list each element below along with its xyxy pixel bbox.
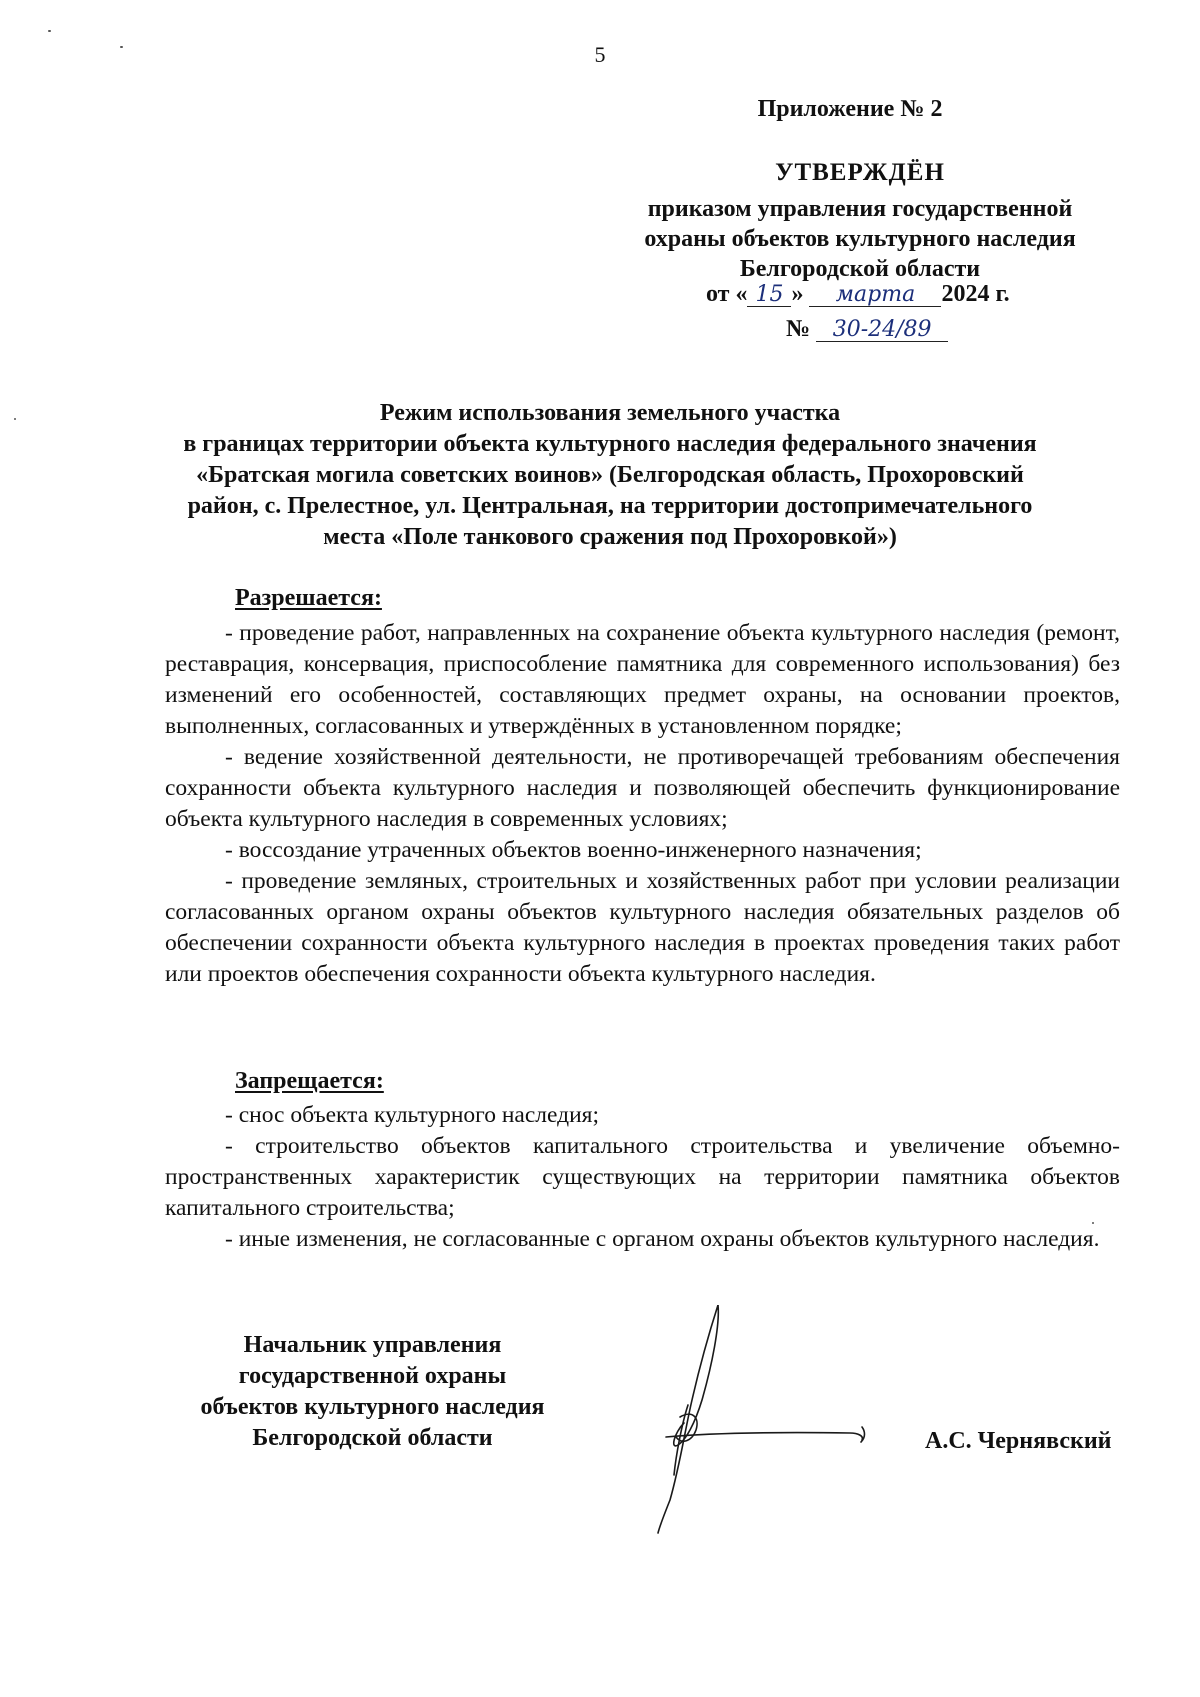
scan-speck (120, 46, 123, 48)
date-month-handwritten: марта (809, 284, 941, 307)
approval-block (610, 158, 1110, 284)
scan-speck (48, 30, 51, 32)
number-prefix: № (786, 316, 811, 342)
date-prefix: от « (706, 281, 748, 307)
signature-strokes (658, 1305, 865, 1533)
scan-speck (14, 418, 16, 420)
order-number-line (786, 316, 1086, 343)
approved-by-line-2: охраны объектов культурного наследия (644, 226, 1076, 252)
order-date-line (706, 281, 1086, 308)
forbidden-list (165, 1100, 1120, 1255)
title-line: Режим использования земельного участка (379, 400, 841, 426)
allowed-item: - проведение работ, направленных на сохранение объекта культурного наследия (ремонт, реставрация, консервация, приспособление памятника для современного использования) без изменений его особенностей, составляющих предмет охраны, на основании проектов, выполненных, согласованных и утверждённых в установленном порядке; (165, 620, 1120, 739)
approved-by-line-1: приказом управления государственной (647, 196, 1073, 222)
title-line: в границах территории объекта культурного наследия федерального значения (183, 431, 1037, 457)
allowed-list (165, 618, 1120, 990)
allowed-item: - воссоздание утраченных объектов военно-инженерного назначения; (225, 837, 922, 863)
date-mid: » (791, 281, 804, 307)
handwritten-signature (640, 1305, 900, 1535)
signatory-line: государственной охраны (238, 1363, 507, 1389)
signatory-line: Белгородской области (252, 1425, 493, 1451)
forbidden-heading: Запрещается: (235, 1068, 384, 1094)
forbidden-item: - иные изменения, не согласованные с органом охраны объектов культурного наследия. (225, 1226, 1100, 1252)
signatory-position (150, 1330, 595, 1454)
forbidden-item: - снос объекта культурного наследия; (225, 1102, 599, 1128)
approved-title: УТВЕРЖДЁН (775, 159, 945, 186)
order-number-handwritten: 30-24/89 (816, 319, 948, 342)
date-day-handwritten: 15 (747, 284, 791, 307)
date-year: 2024 г. (941, 281, 1010, 307)
signer-name: А.С. Чернявский (925, 1428, 1112, 1454)
scan-speck (1092, 1222, 1094, 1224)
page-number: 5 (594, 42, 606, 67)
document-title (150, 398, 1070, 553)
title-line: места «Поле танкового сражения под Прохоровкой») (323, 524, 897, 550)
signatory-line: объектов культурного наследия (200, 1394, 545, 1420)
allowed-item: - ведение хозяйственной деятельности, не противоречащей требованиям обеспечения сохранности объекта культурного наследия и позволяющей обеспечить функционирование объекта культурного наследия в современных условиях; (165, 744, 1120, 832)
approved-by-line-3: Белгородской области (739, 256, 981, 282)
signatory-line: Начальник управления (243, 1332, 502, 1358)
appendix-label: Приложение № 2 (757, 96, 943, 122)
forbidden-item: - строительство объектов капитального строительства и увеличение объемно-пространственных характеристик существующих на территории памятника объектов капитального строительства; (165, 1133, 1120, 1221)
allowed-heading: Разрешается: (235, 585, 382, 611)
allowed-item: - проведение земляных, строительных и хозяйственных работ при условии реализации согласованных органом охраны объектов культурного наследия обязательных разделов об обеспечении сохранности объекта культурного наследия в проектах проведения таких работ или проектов обеспечения сохранности объекта культурного наследия. (165, 868, 1120, 987)
title-line: «Братская могила советских воинов» (Белгородская область, Прохоровский (196, 462, 1024, 488)
title-line: район, с. Прелестное, ул. Центральная, на территории достопримечательного (187, 493, 1033, 519)
